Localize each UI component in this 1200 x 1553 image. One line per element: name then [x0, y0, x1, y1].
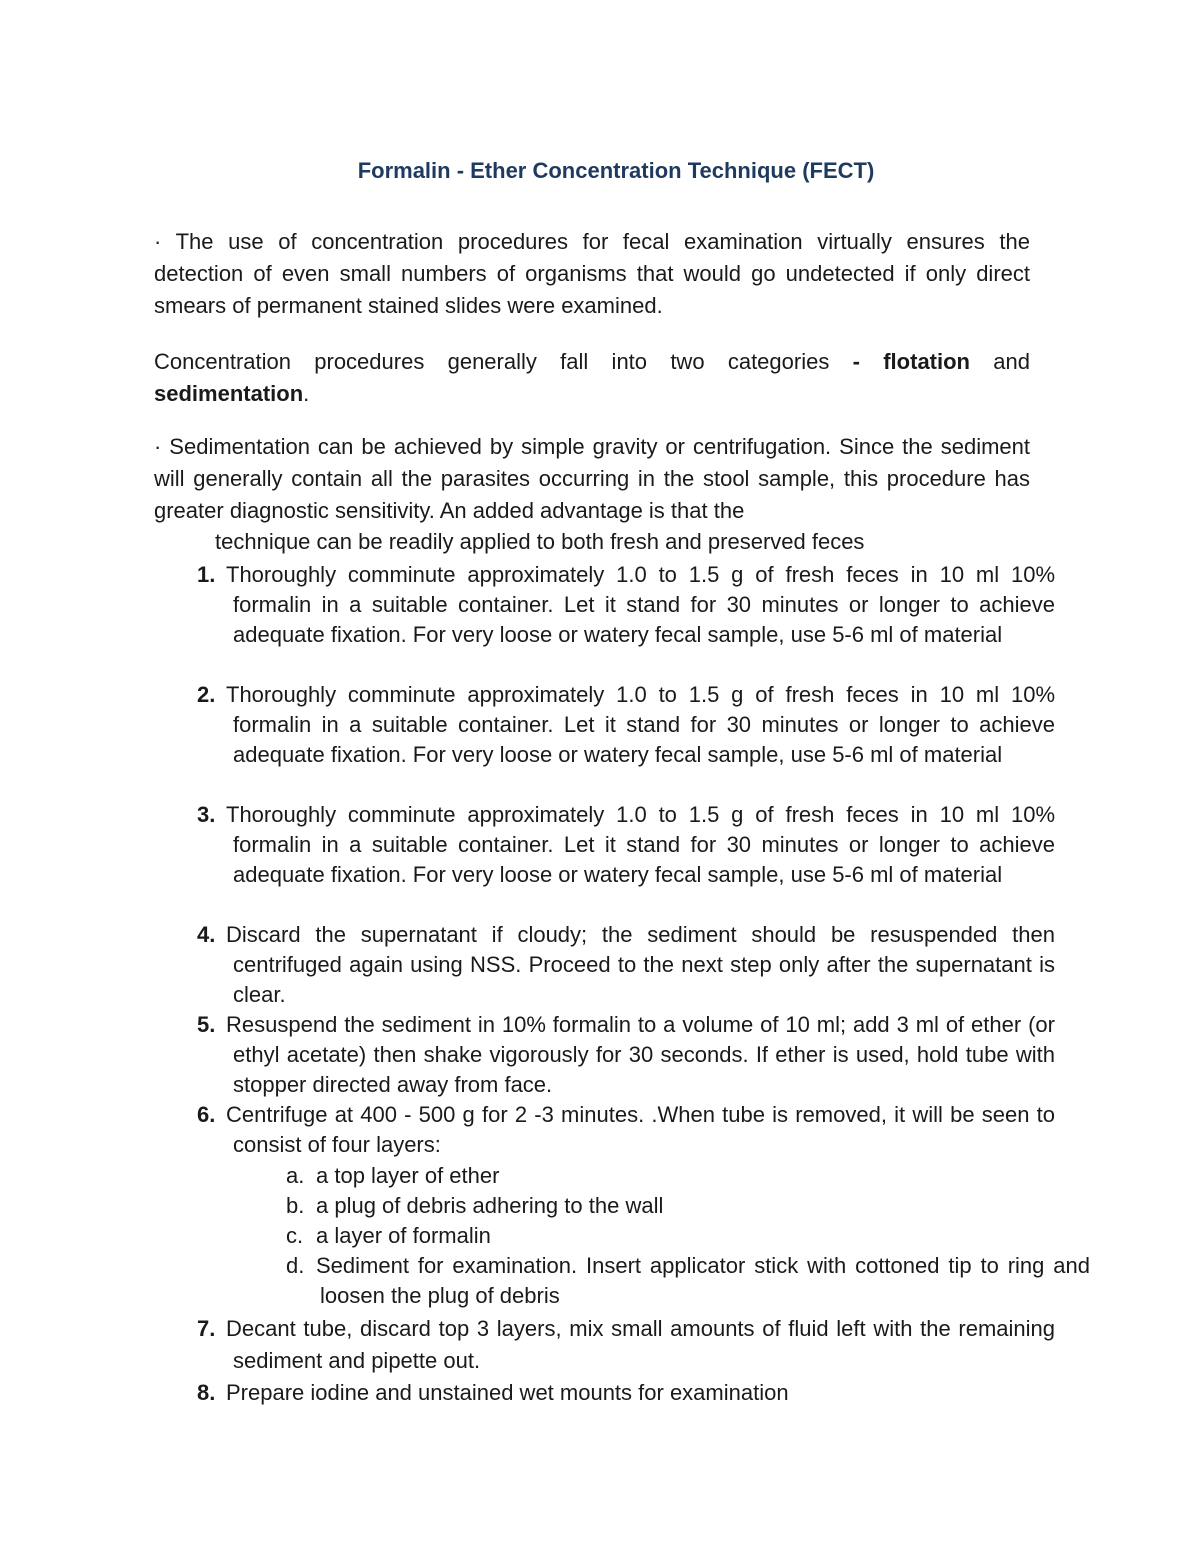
intro2-and: and — [970, 349, 1030, 374]
step-number: 2. — [197, 682, 216, 707]
layer-text: Sediment for examination. Insert applicator stick with cottoned tip to ring and loosen the plug of debris — [316, 1253, 1090, 1308]
step-number: 3. — [197, 802, 216, 827]
layer-letter: b. — [286, 1193, 305, 1218]
step-4 — [197, 920, 1055, 1010]
intro2-before: Concentration procedures generally fall into two categories — [154, 349, 853, 374]
layer-text: a top layer of ether — [316, 1163, 500, 1188]
step-number: 4. — [197, 922, 216, 947]
layer-item-d — [286, 1251, 1090, 1311]
layer-item-c — [286, 1221, 1056, 1251]
step-text: Resuspend the sediment in 10% formalin to a volume of 10 ml; add 3 ml of ether (or ethyl acetate) then shake vigorously for 30 seconds. If ether is used, hold tube with stopper directed away from face. — [226, 1012, 1055, 1097]
layer-item-a — [286, 1161, 1056, 1191]
step-number: 8. — [197, 1380, 216, 1405]
step-number: 7. — [197, 1316, 216, 1341]
step-8 — [197, 1378, 1055, 1408]
step-6 — [197, 1100, 1055, 1160]
step-text: Prepare iodine and unstained wet mounts for examination — [226, 1380, 789, 1405]
step-5 — [197, 1010, 1055, 1100]
layer-text: a plug of debris adhering to the wall — [316, 1193, 664, 1218]
step-text: Thoroughly comminute approximately 1.0 to 1.5 g of fresh feces in 10 ml 10% formalin in a suitable container. Let it stand for 30 minutes or longer to achieve adequate fixation. For very loose or watery fecal sample, use 5-6 ml of material — [226, 802, 1055, 887]
layer-item-b — [286, 1191, 1056, 1221]
step-2 — [197, 680, 1055, 770]
intro-paragraph-2 — [154, 346, 1030, 410]
step-text: Thoroughly comminute approximately 1.0 to 1.5 g of fresh feces in 10 ml 10% formalin in a suitable container. Let it stand for 30 minutes or longer to achieve adequate fixation. For very loose or watery fecal sample, use 5-6 ml of material — [226, 562, 1055, 647]
step-text: Centrifuge at 400 - 500 g for 2 -3 minutes. .When tube is removed, it will be seen to consist of four layers: — [226, 1102, 1055, 1157]
intro-paragraph-1: · The use of concentration procedures for fecal examination virtually ensures the detection of even small numbers of organisms that would go undetected if only direct smears of permanent stained slides were examined. — [154, 229, 1030, 318]
term-flotation: flotation — [883, 349, 970, 374]
step-7 — [197, 1313, 1055, 1377]
step-number: 5. — [197, 1012, 216, 1037]
intro-paragraph-3-continued: technique can be readily applied to both fresh and preserved feces — [215, 529, 865, 554]
term-sedimentation: sedimentation — [154, 381, 304, 406]
step-number: 1. — [197, 562, 216, 587]
intro-paragraph-3: · Sedimentation can be achieved by simple gravity or centrifugation. Since the sediment will generally contain all the parasites occurring in the stool sample, this procedure has greater diagnostic sensitivity. An added advantage is that the — [154, 434, 1030, 523]
step-3 — [197, 800, 1055, 890]
layer-letter: c. — [286, 1223, 304, 1248]
step-text: Discard the supernatant if cloudy; the sediment should be resuspended then centrifuged again using NSS. Proceed to the next step only after the supernatant is clear. — [226, 922, 1055, 1007]
document-title: Formalin - Ether Concentration Technique (FECT) — [357, 158, 875, 183]
intro2-dash: - — [852, 349, 860, 374]
step-text: Thoroughly comminute approximately 1.0 to 1.5 g of fresh feces in 10 ml 10% formalin in a suitable container. Let it stand for 30 minutes or longer to achieve adequate fixation. For very loose or watery fecal sample, use 5-6 ml of material — [226, 682, 1055, 767]
step-number: 6. — [197, 1102, 216, 1127]
intro2-period: . — [303, 381, 310, 406]
step-1 — [197, 560, 1055, 650]
layer-text: a layer of formalin — [316, 1223, 491, 1248]
step-text: Decant tube, discard top 3 layers, mix small amounts of fluid left with the remaining sediment and pipette out. — [226, 1316, 1055, 1373]
layer-letter: d. — [286, 1253, 305, 1278]
layer-letter: a. — [286, 1163, 305, 1188]
